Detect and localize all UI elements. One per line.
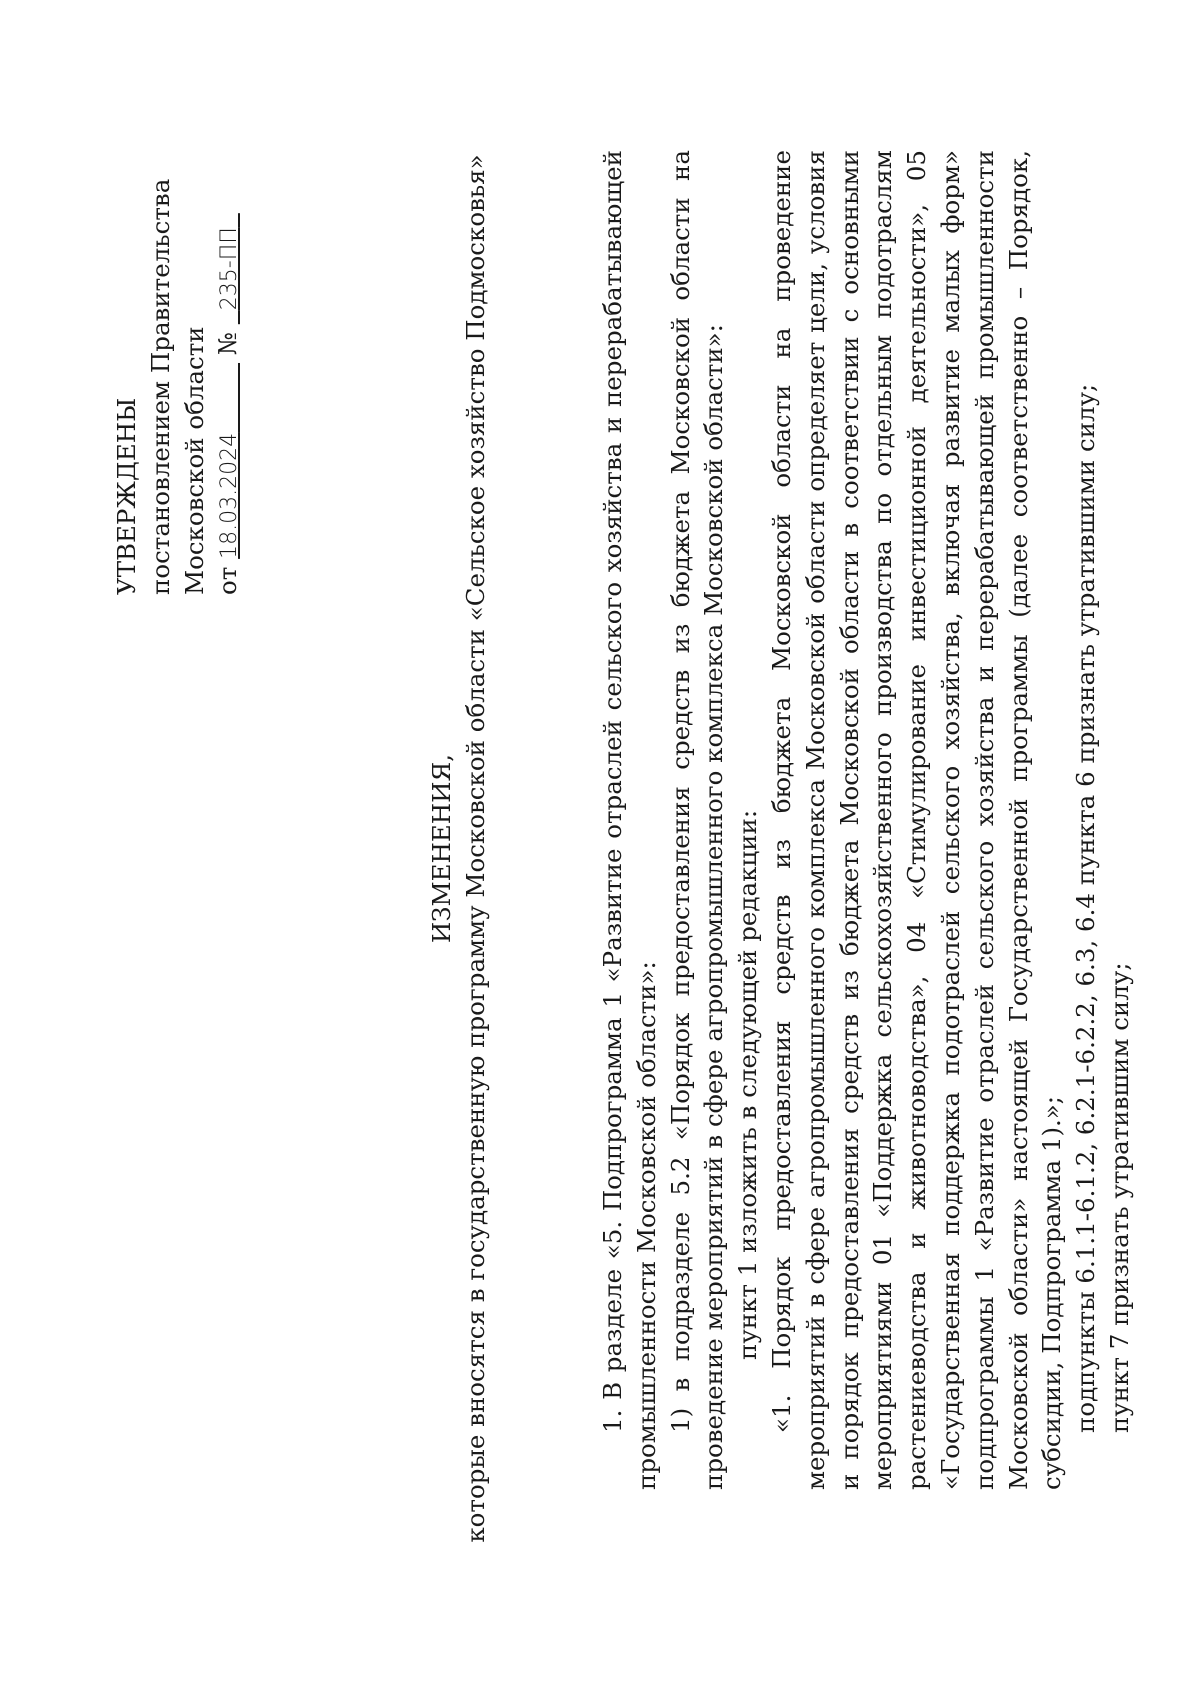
approval-stamp xyxy=(110,75,247,595)
approval-date-line xyxy=(211,75,247,595)
approval-title: УТВЕРЖДЕНЫ xyxy=(112,397,141,595)
paragraph: 1) в подразделе 5.2 «Порядок предоставления средств из бюджета Московской области на проведение мероприятий в сфере агропромышленного комплекса Московской области»: xyxy=(665,150,729,1490)
paragraph: 1. В разделе «5. Подпрограмма 1 «Развитие отраслей сельского хозяйства и перерабатывающей промышленности Московской области»: xyxy=(598,150,661,1490)
document-title: ИЗМЕНЕНИЯ, xyxy=(427,753,456,944)
approval-date: 18.03.2024 xyxy=(217,432,243,559)
paragraph: пункт 1 изложить в следующей редакции: xyxy=(733,809,763,1360)
paragraph: «1. Порядок предоставления средств из бюджета Московской области на проведение мероприятий в сфере агропромышленного комплекса Московской области определяет цели, условия и порядок предоставления средств из бюджета Московской области в соответствии с основными мероприятиями 01 «Поддержка сельскохозяйственного производства по отдельным подотраслям растениеводства и животноводства», 04 «Стимулирование инвестиционной деятельности», 05 «Государственная поддержка подотраслей сельского хозяйства, включая развитие малых форм» подпрограммы 1 «Развитие отраслей сельского хозяйства и перерабатывающей промышленности Московской области» настоящей Государственной программы (далее соответственно – Порядок, субсидии, Подпрограмма 1).»; xyxy=(766,150,1067,1490)
document-body xyxy=(596,150,1137,1490)
number-label: № xyxy=(213,332,243,356)
title-block xyxy=(425,0,493,1697)
approval-line: постановлением Правительства xyxy=(145,178,175,595)
from-label: от xyxy=(213,566,243,595)
paragraph: подпункты 6.1.1-6.1.2, 6.2.1-6.2.2, 6.3, 6.4 пункта 6 признать утратившими силу; xyxy=(1071,383,1101,1433)
document-subtitle: которые вносятся в государственную программу Московской области «Сельское хозяйство Подмосковья» xyxy=(460,154,490,1543)
paragraph: пункт 7 признать утратившим силу; xyxy=(1104,962,1134,1433)
approval-number: 235-ПП xyxy=(217,227,243,311)
approval-line: Московской области xyxy=(179,326,209,595)
